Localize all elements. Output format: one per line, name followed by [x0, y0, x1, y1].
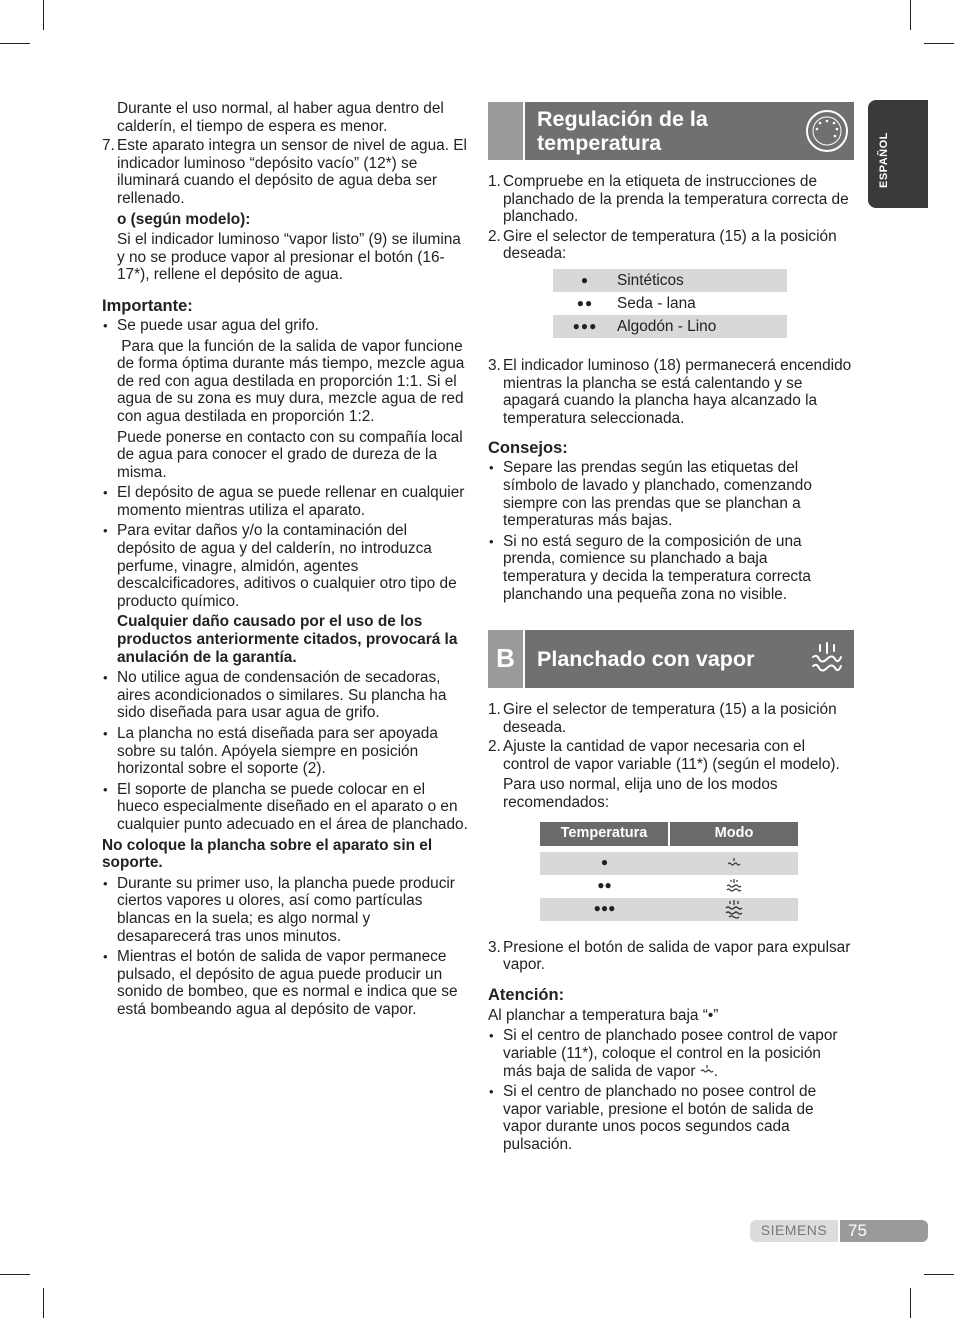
crop-mark [0, 43, 30, 44]
list-item [488, 1083, 854, 1153]
temperature-dots: ●●● [572, 318, 598, 333]
bullet-text: Separe las prendas según las etiquetas del símbolo de lavado y planchado, comenzando siempre con las prendas que se planchan a temperaturas más bajas. [503, 459, 812, 530]
bullet-text: Si no está seguro de la composición de una prenda, comience su planchado a baja temperatura y decida la temperatura correcta planchando una pequeña zona no visible. [503, 532, 811, 603]
model-note-label: o (según modelo): [117, 210, 251, 228]
step-3 [488, 357, 854, 427]
steam-icon [800, 630, 854, 688]
step-text: El indicador luminoso (18) permanecerá encendido mientras la plancha se está calentando y se apagará cuando la plancha haya alcanzado la temperatura seleccionada. [503, 356, 852, 427]
list-number: 7. [102, 137, 115, 155]
left-column [102, 100, 468, 1019]
steam-mode-table [540, 822, 798, 921]
bullet-text: Durante su primer uso, la plancha puede producir ciertos vapores u olores, así como partículas blancas en la suela; es algo normal y desaparecerá tras unos minutos. [117, 874, 455, 945]
step-text: Gire el selector de temperatura (15) a la posición deseada. [503, 701, 837, 736]
crop-mark [910, 1288, 911, 1318]
model-note-text: Si el indicador luminoso “vapor listo” (9) se ilumina y no se produce vapor al presionar el botón (16-17*), rellene el depósito de agua. [117, 231, 461, 284]
crop-mark [43, 1288, 44, 1318]
steam-high-icon [669, 899, 798, 919]
bullet: • [103, 949, 108, 965]
bullet-text: Mientras el botón de salida de vapor permanece pulsado, el depósito de agua puede producir un sonido de bombeo, que es normal e indica que se está bombeando agua al depósito de vapor. [117, 948, 458, 1018]
bullet: • [489, 460, 494, 476]
table-row [553, 269, 787, 292]
brand-label: SIEMENS [750, 1220, 838, 1242]
no-coloque-warning: No coloque la plancha sobre el aparato sin el soporte. [102, 836, 433, 872]
right-column [488, 100, 854, 1154]
fabric-label: Sintéticos [617, 271, 684, 289]
bullet: • [103, 317, 108, 333]
list-item [102, 875, 468, 945]
list-item-7 [102, 137, 468, 207]
section-letter: B [488, 630, 525, 688]
step-number: 2. [488, 738, 501, 756]
list-item [488, 459, 854, 529]
list-item [488, 1027, 854, 1080]
steam-low-icon [700, 1063, 714, 1080]
bullet-text: Para evitar daños y/o la contaminación del depósito de agua y del calderín, no introduzca perfume, vinagre, almidón, agentes descalcificadores, aditivos o cualquier otro tipo de producto químico. [117, 522, 457, 610]
table-row [553, 315, 787, 338]
step-1 [488, 701, 854, 736]
bullet-text: La plancha no está diseñada para ser apoyada sobre su talón. Apóyela siempre en posición horizontal sobre el soporte (2). [117, 725, 438, 778]
list-item [488, 533, 854, 603]
step-2-extra: Para uso normal, elija uno de los modos recomendados: [503, 776, 778, 812]
language-label: ESPAÑOL [878, 132, 890, 188]
section-tab [488, 102, 525, 160]
importante-heading: Importante: [102, 296, 193, 315]
temperature-dots: ●● [597, 878, 612, 893]
crop-mark [910, 0, 911, 30]
list-item [102, 484, 468, 519]
fabric-temperature-table [553, 269, 787, 338]
table-row [540, 852, 798, 875]
list-item [102, 948, 468, 1018]
steam-medium-icon [669, 878, 798, 894]
section-a-banner [488, 102, 854, 160]
list-item [102, 669, 468, 722]
bullet: • [489, 533, 494, 549]
bullet-text: Se puede usar agua del grifo. [117, 316, 319, 334]
bullet-text: El depósito de agua se puede rellenar en cualquier momento mientras utiliza el aparato. [117, 484, 465, 519]
bullet-text-end: . [713, 1062, 719, 1080]
step-text: Compruebe en la etiqueta de instrucciones de planchado de la prenda la temperatura correcta de planchado. [503, 173, 849, 226]
bullet: • [103, 726, 108, 741]
header-modo: Modo [670, 822, 798, 846]
step-text: Ajuste la cantidad de vapor necesaria con el control de vapor variable (11*) (según el modelo). [503, 738, 840, 773]
step-number: 1. [488, 173, 501, 190]
atencion-heading: Atención: [488, 985, 565, 1004]
crop-mark [924, 1274, 954, 1275]
bullet-text: Si el centro de planchado posee control de vapor variable (11*), coloque el control en la posición más baja de salida de vapor [503, 1027, 838, 1080]
bullet-text: Si el centro de planchado no posee control de vapor variable, presione el botón de salida de vapor durante unos pocos segundos cada pulsación. [503, 1083, 817, 1153]
language-tab [868, 100, 928, 208]
section-a-title: Regulación de la temperatura [537, 107, 708, 155]
step-text: Gire el selector de temperatura (15) a la posición deseada: [503, 227, 837, 263]
list-text: Este aparato integra un sensor de nivel de agua. El indicador luminoso “depósito vacío” (12*) se iluminará cuando el depósito de agua deba ser rellenado. [117, 137, 467, 207]
crop-mark [924, 43, 954, 44]
bullet-text: No utilice agua de condensación de secadoras, aires acondicionados o similares. Su plancha ha sido diseñada para usar agua de grifo. [117, 669, 447, 722]
fabric-label: Seda - lana [617, 294, 696, 312]
fabric-label: Algodón - Lino [617, 317, 717, 335]
bullet: • [103, 875, 108, 891]
step-3 [488, 939, 854, 974]
table-row [553, 292, 787, 315]
section-b-title: Planchado con vapor [537, 647, 755, 672]
temperature-dots: ● [600, 855, 609, 870]
header-temperatura: Temperatura [540, 822, 668, 846]
bullet: • [489, 1084, 494, 1100]
crop-mark [0, 1274, 30, 1275]
table-row [540, 875, 798, 898]
atencion-intro: Al planchar a temperatura baja “•” [488, 1006, 719, 1024]
step-2 [488, 228, 854, 263]
table-row [540, 898, 798, 921]
page-footer [750, 1220, 928, 1242]
bullet: • [489, 1028, 494, 1044]
step-1 [488, 173, 854, 226]
step-number: 1. [488, 701, 501, 719]
step-number: 2. [488, 227, 501, 245]
list-item [102, 317, 468, 481]
steam-low-icon [669, 857, 798, 869]
bullet: • [103, 485, 108, 501]
list-item [102, 522, 468, 666]
step-text: Presione el botón de salida de vapor para expulsar vapor. [503, 938, 851, 974]
bullet-text: El soporte de plancha se puede colocar en el hueco especialmente diseñado en el aparato o en cualquier punto adecuado en el área de planchado. [117, 780, 468, 833]
page-number: 75 [840, 1220, 928, 1242]
table-header [540, 822, 798, 846]
bullet: • [103, 670, 108, 686]
step-2 [488, 738, 854, 773]
step-number: 3. [488, 938, 501, 956]
bullet: • [103, 781, 108, 797]
list-item [102, 781, 468, 834]
temperature-dots: ●● [576, 295, 594, 310]
temperature-dots: ● [580, 272, 590, 287]
intro-text: Durante el uso normal, al haber agua dentro del calderín, el tiempo de espera es menor. [117, 100, 444, 135]
bullet: • [103, 523, 108, 539]
bullet-extra: Puede ponerse en contacto con su compañía local de agua para conocer el grado de dureza de la misma. [117, 428, 463, 481]
temperature-dial-icon [800, 102, 854, 160]
section-b-banner [488, 630, 854, 688]
bullet-extra: Para que la función de la salida de vapor funcione de forma óptima durante más tiempo, mezcle agua de red con agua destilada en proporción 1:1. Si el agua de su zona es muy dura, mezcle agua de red con agua destilada en proporción 1:2. [117, 337, 469, 425]
step-number: 3. [488, 356, 501, 374]
temperature-dots: ●●● [593, 901, 616, 916]
warranty-warning: Cualquier daño causado por el uso de los productos anteriormente citados, provocará la anulación de la garantía. [117, 613, 458, 666]
consejos-heading: Consejos: [488, 439, 568, 458]
crop-mark [43, 0, 44, 30]
list-item [102, 725, 468, 778]
